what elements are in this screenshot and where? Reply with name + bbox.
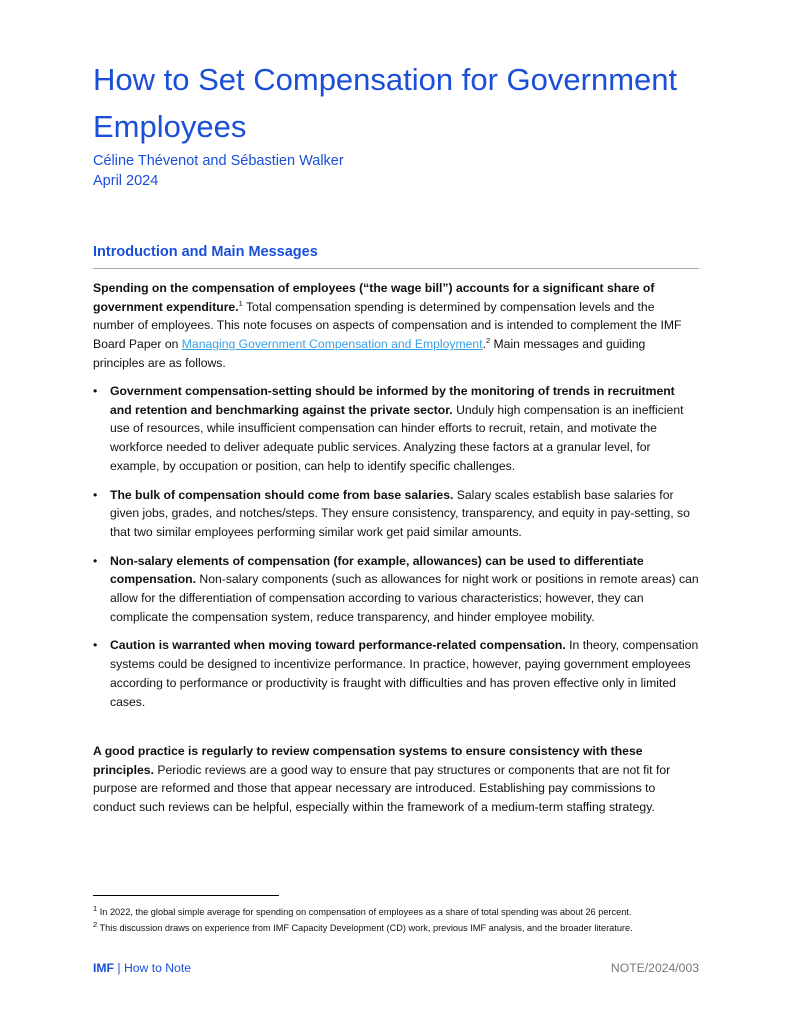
list-item xyxy=(93,486,699,542)
list-item xyxy=(93,382,699,476)
bullet-text: In theory, compensation systems could be designed to incentivize performance. In practice, however, paying government employees according to performance or productivity is fraught with difficulties and has proven effective only in limited cases. xyxy=(110,638,699,709)
footnote-marker-2: 2 xyxy=(93,919,98,929)
bullet-text: Unduly high compensation is an inefficient use of resources, while insufficient compensation can hinder efforts to recruit, retain, and motivate the workforce needed to deliver adequate public services. Analyzing these factors at a granular level, for example, by occupation or position, can help to identify specific challenges. xyxy=(110,402,684,473)
page-title: How to Set Compensation for Government Employees xyxy=(93,62,678,144)
bullet-bold-lead: Non-salary elements of compensation (for example, allowances) can be used to differentiate compensation. xyxy=(110,553,644,587)
footer-series: How to Note xyxy=(123,961,191,975)
closing-text: Periodic reviews are a good way to ensure that pay structures or components that are not fit for purpose are reformed and those that appear necessary are introduced. Establishing pay commissions to conduct such reviews can be helpful, especially within the framework of a medium-term staffing strategy. xyxy=(93,762,671,815)
closing-bold-lead: A good practice is regularly to review compensation systems to ensure consistency with these principles. xyxy=(93,744,643,777)
board-paper-link[interactable]: Managing Government Compensation and Employment xyxy=(181,337,483,352)
bullet-icon: • xyxy=(93,384,98,398)
footnote-divider xyxy=(93,895,279,896)
footer-branding xyxy=(93,961,191,975)
list-item xyxy=(93,552,699,627)
footnote-1 xyxy=(93,903,703,919)
section-heading: Introduction and Main Messages xyxy=(93,244,318,260)
intro-text-b: . xyxy=(482,337,486,352)
main-messages-list xyxy=(93,382,699,721)
footnote-2 xyxy=(93,919,703,935)
intro-paragraph xyxy=(93,279,699,373)
intro-text-a: Total compensation spending is determined by compensation levels and the number of employees. This note focuses on aspects of compensation and is intended to complement the IMF Board Paper on xyxy=(93,299,682,352)
note-id: NOTE/2024/003 xyxy=(610,961,699,975)
bullet-bold-lead: Caution is warranted when moving toward performance-related compensation. xyxy=(110,638,566,653)
footer-separator: | xyxy=(113,961,124,975)
bullet-text: Non-salary components (such as allowances for night work or positions in remote areas) can allow for the differentiation of compensation according to various characteristics; however, they can complicate the compensation system, reduce transparency, and hinder employee mobility. xyxy=(110,572,699,624)
bullet-bold-lead: Government compensation-setting should be informed by the monitoring of trends in recruitment and retention and benchmarking against the private sector. xyxy=(110,384,675,417)
closing-paragraph xyxy=(93,742,699,817)
list-item xyxy=(93,636,699,711)
intro-bold-lead: Spending on the compensation of employees (“the wage bill”) accounts for a significant share of government expenditure. xyxy=(93,281,655,314)
authors: Céline Thévenot and Sébastien Walker xyxy=(93,153,344,169)
imf-brand: IMF xyxy=(93,961,114,975)
footnote-ref-2[interactable]: 2 xyxy=(485,336,491,346)
bullet-text: Salary scales establish base salaries for given jobs, grades, and notches/steps. They ensure consistency, transparency, and equity in pay-setting, so that two similar employees performing similar work get paid similar amounts. xyxy=(110,487,690,539)
footnote-text-2: This discussion draws on experience from IMF Capacity Development (CD) work, previous IMF analysis, and the broader literature. xyxy=(97,923,633,933)
footnote-text-1: In 2022, the global simple average for spending on compensation of employees as a share of total spending was about 26 percent. xyxy=(97,907,632,917)
bullet-icon: • xyxy=(93,638,98,653)
publication-date: April 2024 xyxy=(93,173,159,189)
intro-text-c: Main messages and guiding principles are as follows. xyxy=(93,337,646,370)
section-divider xyxy=(93,268,699,269)
bullet-bold-lead: The bulk of compensation should come from base salaries. xyxy=(110,487,454,502)
footnote-marker-1: 1 xyxy=(93,903,98,913)
bullet-icon: • xyxy=(93,553,98,568)
footnote-ref-1[interactable]: 1 xyxy=(238,298,243,308)
bullet-icon: • xyxy=(93,487,98,502)
